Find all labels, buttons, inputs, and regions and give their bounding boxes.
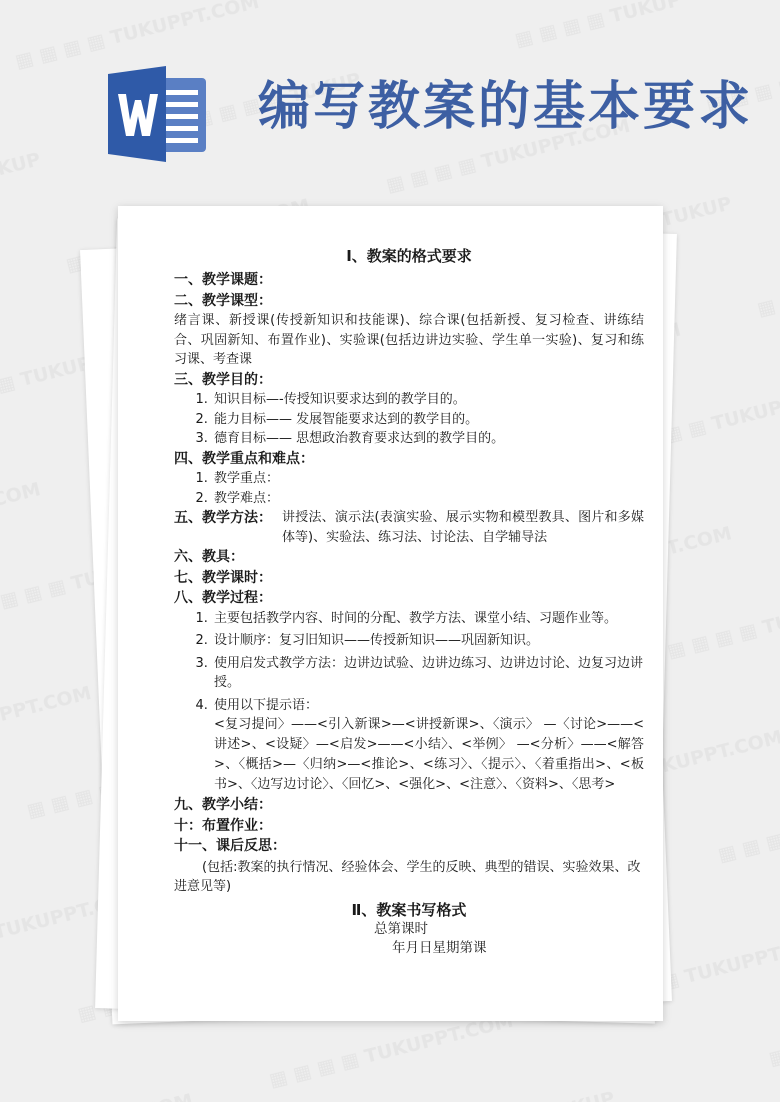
heading-lesson-topic: 一、教学课题： — [174, 272, 272, 288]
list-item: 1. 教学重点： — [212, 469, 644, 489]
heading-homework: 十：布置作业： — [174, 817, 272, 834]
list-item: 2. 设计顺序：复习旧知识——传授新知识——巩固新知识。 — [212, 631, 644, 651]
list-item: 2. 能力目标—— 发展智能要求达到的教学目的。 — [212, 410, 644, 430]
list-item: 4. 使用以下提示语： — [212, 696, 644, 716]
list-item: 3. 德育目标—— 思想政治教育要求达到的教学目的。 — [212, 429, 644, 449]
heading-teaching-goals: 三、教学目的： — [174, 371, 272, 388]
heading-teaching-methods: 五、教学方法： — [174, 510, 272, 526]
word-icon — [108, 66, 208, 162]
header-title: 编写教案的基本要求 — [258, 76, 754, 137]
heading-lesson-summary: 九、教学小结： — [174, 797, 272, 813]
heading-teaching-aids: 六、教具： — [174, 549, 244, 565]
section1-title: Ⅰ、教案的格式要求 — [346, 247, 472, 265]
list-item: 1. 知识目标—-传授知识要求达到的教学目的。 — [212, 390, 644, 410]
document-body — [174, 246, 644, 958]
heading-class-hours: 七、教学课时： — [174, 569, 272, 586]
prompt-phrases: <复习提问〉——<引入新课>—<讲授新课>、〈演示〉 —〈讨论>——<讲述>、<设疑〉—<启发>——<小结〉、<举例〉 —<分析〉——<解答>、〈概括>—〈归纳>—<推论>、<练习〉、〈提示〉、〈着重指出>、<板书>、〈边写边讨论〉、〈回忆>、<强化>、<注意〉、〈资料>、〈思考> — [214, 717, 644, 792]
teaching-process-list — [174, 609, 644, 716]
teaching-methods-text: 讲授法、演示法(表演实验、展示实物和模型教具、图片和多媒体等)、实验法、练习法、讨论法、自学辅导法 — [282, 510, 644, 545]
heading-lesson-type: 二、教学课型： — [174, 292, 272, 309]
teaching-methods-row — [174, 508, 644, 547]
reflection-text: (包括:教案的执行情况、经验体会、学生的反映、典型的错误、实验效果、改进意见等) — [174, 859, 641, 894]
list-item: 2. 教学难点： — [212, 489, 644, 509]
date-line: 年月日星期第课 — [392, 939, 487, 956]
heading-reflection: 十一、课后反思： — [174, 838, 286, 854]
section2-title: Ⅱ、教案书写格式 — [351, 900, 467, 919]
heading-teaching-process: 八、教学过程： — [174, 590, 272, 606]
total-class-hour-line: 总第课时 — [374, 920, 428, 937]
list-item: 1. 主要包括教学内容、时间的分配、教学方法、课堂小结、习题作业等。 — [212, 609, 644, 629]
lesson-type-text: 绪言课、新授课(传授新知识和技能课)、综合课(包括新授、复习检查、讲练结合、巩固新知、布置作业)、实验课(包括边讲边实验、学生单一实验)、复习和练习课、考查课 — [174, 313, 644, 367]
heading-key-points: 四、教学重点和难点： — [174, 450, 314, 467]
teaching-goals-list — [174, 390, 644, 449]
key-points-list — [174, 469, 644, 508]
list-item: 3. 使用启发式教学方法：边讲边试验、边讲边练习、边讲边讨论、边复习边讲授。 — [212, 654, 644, 693]
